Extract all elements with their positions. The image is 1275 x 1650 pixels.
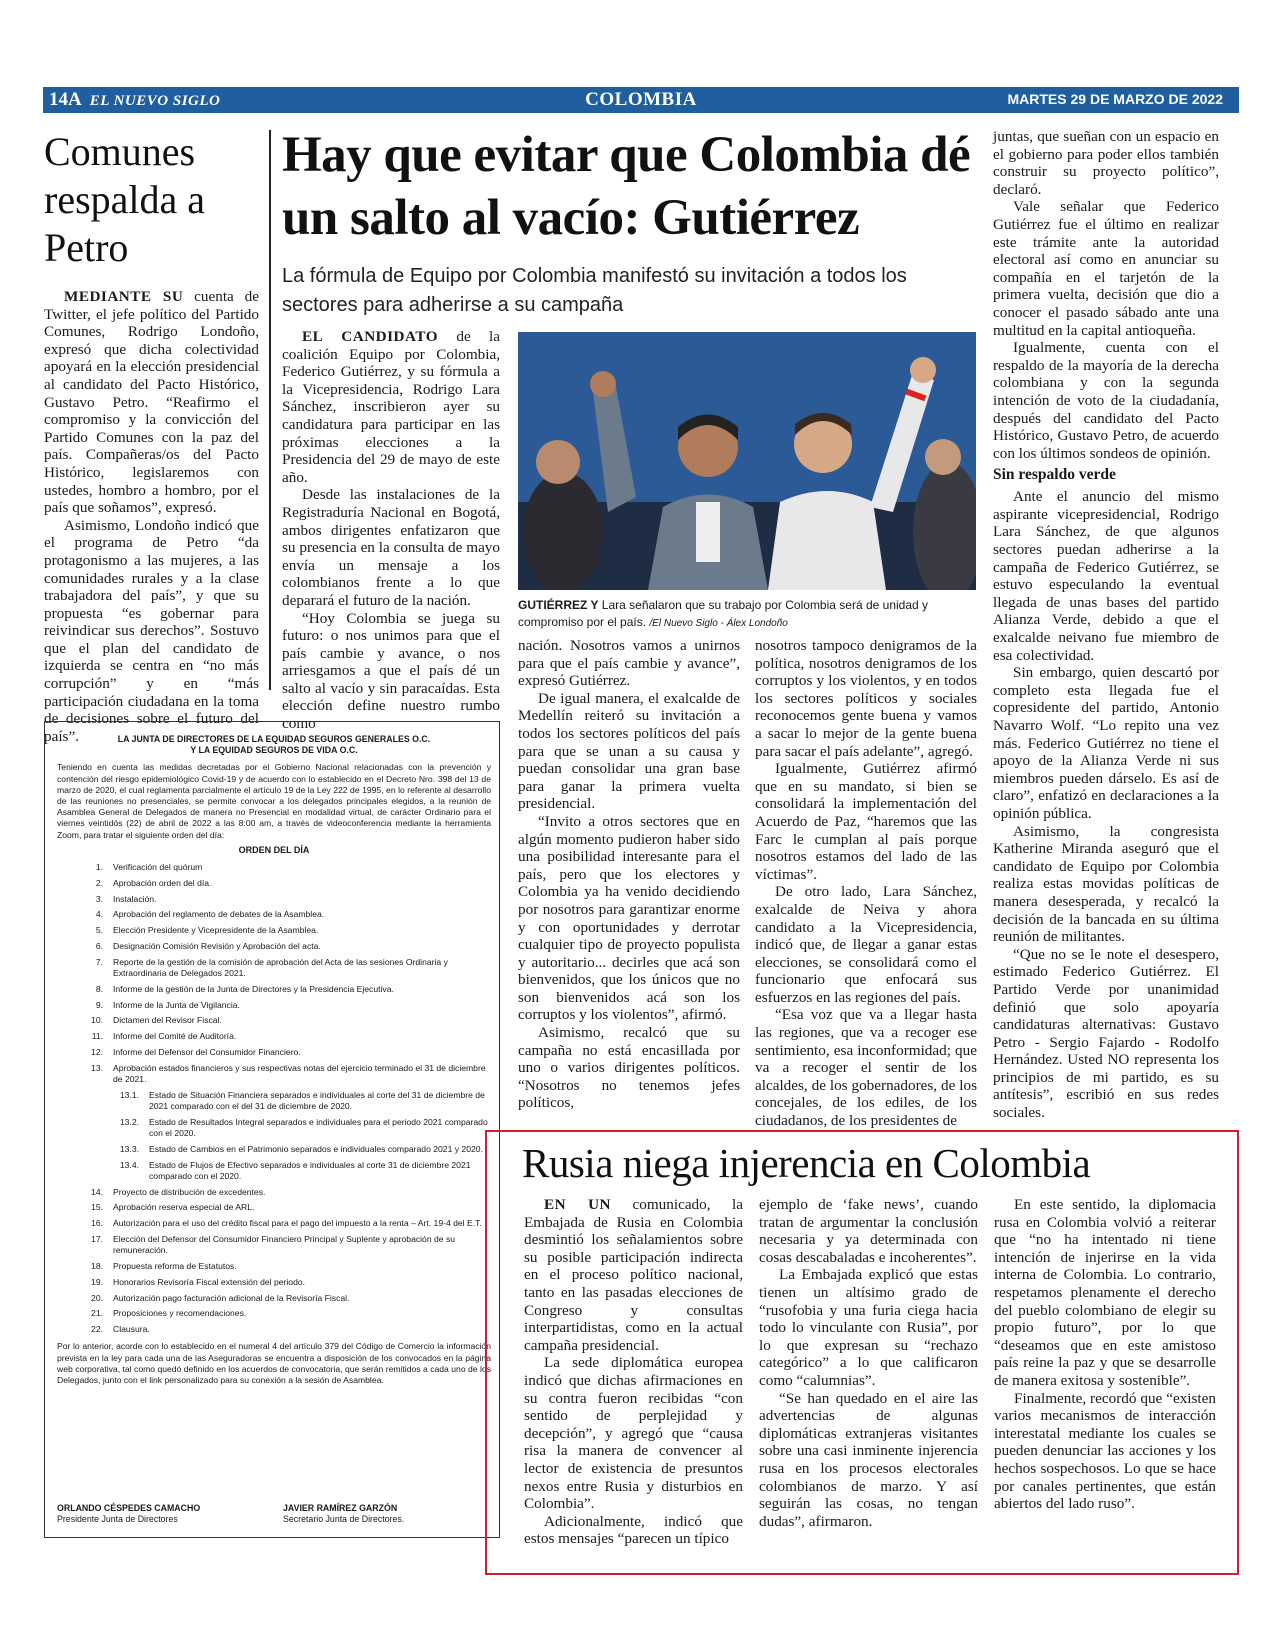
section-name: COLOMBIA xyxy=(585,89,697,110)
agenda-item-text: Autorización para el uso del crédito fiscal para el pago del impuesto a la renta – Art. 19-4 del E.T. xyxy=(113,1218,482,1229)
signer-role: Presidente Junta de Directores xyxy=(57,1513,178,1524)
agenda-item xyxy=(57,1090,491,1112)
paragraph: Asimismo, la congresista Katherine Miranda aseguró que el candidato de Equipo por Colombia realiza estas movidas políticas de manera desesperada, y recalcó la decisión de la bancada en su última reunión de militantes. xyxy=(993,822,1219,946)
agenda-item xyxy=(57,1187,491,1198)
russia-headline: Rusia niega injerencia en Colombia xyxy=(522,1140,1091,1186)
agenda-item-number: 21. xyxy=(91,1308,103,1319)
agenda-item-text: Informe del Defensor del Consumidor Financiero. xyxy=(113,1047,301,1057)
agenda-item-number: 20. xyxy=(91,1292,103,1303)
paragraph: Igualmente, Gutiérrez afirmó que en su mandato, si bien se consolidará la implementación del Acuerdo de Paz, “haremos que las Farc le cumplan al país porque nosotros estamos del lado de las víctimas”. xyxy=(755,760,977,883)
agenda-item-text: Elección Presidente y Vicepresidente de la Asamblea. xyxy=(113,925,319,936)
signature-president xyxy=(57,1503,200,1525)
agenda-item-text: Reporte de la gestión de la comisión de aprobación del Acta de las sesiones Ordinaria y Extraordinaria de Delegados 2021. xyxy=(113,956,448,979)
side-article-body xyxy=(44,288,259,745)
signer-name: JAVIER RAMÍREZ GARZÓN xyxy=(283,1502,398,1513)
newspaper-name: EL NUEVO SIGLO xyxy=(89,93,221,109)
agenda-item xyxy=(57,1047,491,1058)
agenda-item xyxy=(57,1218,491,1229)
issue-date: MARTES 29 DE MARZO DE 2022 xyxy=(1007,91,1223,107)
agenda-item xyxy=(57,1202,491,1213)
main-article-lead: EL CANDIDATO xyxy=(302,328,439,345)
agenda-item-number: 13. xyxy=(91,1062,103,1073)
agenda-item-number: 2. xyxy=(95,877,103,888)
agenda-item-text: Proyecto de distribución de excedentes. xyxy=(113,1186,266,1197)
agenda-item-number: 6. xyxy=(95,941,103,952)
paragraph: de la coalición Equipo por Colombia, Federico Gutiérrez, y su fórmula a la Vicepresidencia, Rodrigo Lara Sánchez, inscribieron ayer su candidatura para participar en las próximas elecciones a la Presidencia del 29 de mayo de este año. xyxy=(282,328,501,486)
paragraph: “Que no se le note el desespero, estimado Federico Gutiérrez. El Partido Verde por unanimidad definió que solo apoyaría candidaturas alternativas: Gustavo Petro - Sergio Fajardo - Rodolfo Hernández. Usted NO representa los principios de mi partido, es su antítesis”, escribió en sus redes sociales. xyxy=(993,945,1219,1122)
agenda-item-number: 19. xyxy=(91,1276,103,1287)
agenda-item xyxy=(57,1293,491,1304)
agenda-item-number: 4. xyxy=(95,909,103,920)
paragraph: En este sentido, la diplomacia rusa en Colombia volvió a reiterar que “no ha intentado ni tiene intención de injerirse en la vida interna de Colombia. Lo contrario, respetamos plenamente el derecho del pueblo colombiano de elegir su propio futuro”, por lo que “deseamos que en este amistoso país reine la paz y que se desarrolle de manera exitosa y sostenible”. xyxy=(994,1196,1216,1389)
agenda-item xyxy=(57,1261,491,1272)
agenda-title: ORDEN DEL DÍA xyxy=(238,844,310,855)
agenda-item-text: Instalación. xyxy=(113,893,157,904)
agenda-item-text: Aprobación del reglamento de debates de la Asamblea. xyxy=(113,909,325,920)
agenda-item xyxy=(57,925,491,936)
column-divider xyxy=(269,130,271,690)
agenda-item-text: Verificación del quórum xyxy=(113,862,203,873)
paragraph: juntas, que sueñan con un espacio en el gobierno para poder ellos también construir su proyecto político”, declaró. xyxy=(993,128,1219,198)
caption-text: Lara señalaron que su trabajo por Colombia será de unidad y compromiso por el país. xyxy=(518,598,929,629)
agenda-item xyxy=(57,862,491,873)
agenda-item-number: 1. xyxy=(95,862,103,873)
agenda-item xyxy=(57,1063,491,1085)
agenda-item xyxy=(57,1324,491,1335)
paragraph: nosotros tampoco denigramos de la política, nosotros denigramos de los corruptos y los violentos, y en todos los sectores políticos y sociales reconocemos gente buena y vamos a sacar lo mejor de la gente buena para sacar el país adelante”, agregó. xyxy=(755,637,977,760)
agenda-item xyxy=(57,1160,491,1182)
paragraph: La Embajada explicó que estas tienen un altísimo grado de “rusofobia y una furia ciega hacia todo lo vinculante con Rusia”, por lo que expresan su “rechazo categórico” a lo que calificaron como “calumnias”. xyxy=(759,1266,978,1389)
photo-credit: /El Nuevo Siglo - Álex Londoño xyxy=(649,618,788,629)
agenda-item-text: Elección del Defensor del Consumidor Financiero Principal y Suplente y aprobación de su remuneración. xyxy=(113,1233,456,1256)
agenda-item-number: 16. xyxy=(91,1218,103,1229)
agenda-item xyxy=(57,957,491,979)
paragraph: La sede diplomática europea indicó que dichas afirmaciones en su contra fueron recibidas “con sentido de perplejidad y decepción”, y agregó que “causa risa la manera de convencer al lector de existencia de presuntos nexos entre Rusia y disturbios en Colombia”. xyxy=(524,1354,743,1513)
agenda-item-text: Dictamen del Revisor Fiscal. xyxy=(113,1015,222,1026)
agenda-item-text: Estado de Flujos de Efectivo separados e individuales al corte 31 de diciembre 2021 comparado con el 2020. xyxy=(149,1159,471,1181)
paragraph: comunicado, la Embajada de Rusia en Colombia desmintió los señalamientos sobre su posible participación indirecta en el proceso político nacional, tanto en las pasadas elecciones de Congreso y consultas interpartidistas, como en la actual campaña presidencial. xyxy=(524,1196,743,1354)
side-article-lead: MEDIANTE SU xyxy=(64,288,184,305)
agenda-item-text: Honorarios Revisoría Fiscal extensión del periodo. xyxy=(113,1276,306,1287)
agenda-item xyxy=(57,1015,491,1026)
agenda-item-number: 10. xyxy=(91,1015,103,1026)
agenda-item-text: Autorización pago facturación adicional de la Revisoría Fiscal. xyxy=(113,1292,350,1303)
agenda-item-number: 18. xyxy=(91,1260,103,1271)
agenda-item-number: 11. xyxy=(91,1031,103,1042)
signature-secretary xyxy=(283,1503,404,1525)
paragraph: Ante el anuncio del mismo aspirante vicepresidencial, Rodrigo Lara Sánchez, de que algunos sectores puedan adherirse a la campaña de Federico Gutiérrez, se estuvo especulando la eventual llegada de unas bases del partido Alianza Verde, debido a que el exalcalde neivano fue miembro de esa colectividad. xyxy=(993,488,1219,664)
russia-col1 xyxy=(524,1196,743,1548)
paragraph: “Hoy Colombia se juega su futuro: o nos unimos para que el país cambie y avance, o nos arriesgamos a que el país dé un salto al vacío y sin paracaídas. Esta elección define nuestro rumbo como xyxy=(282,609,500,733)
agenda-item-text: Estado de Situación Financiera separados e individuales al corte del 31 de diciembre de 2021 comparado con el del 31 de diciembre de 2020. xyxy=(149,1089,485,1111)
main-subhead: La fórmula de Equipo por Colombia manifestó su invitación a todos los sectores para adherirse a su campaña xyxy=(282,265,907,316)
legal-notice xyxy=(44,721,500,1538)
paragraph: De igual manera, el exalcalde de Medellín reiteró su invitación a todos los sectores políticos del país para que se unan a su causa y puedan consolidar una gran base para ganar la primera vuelta presidencial. xyxy=(518,689,740,813)
agenda-item-number: 13.4. xyxy=(119,1159,139,1170)
agenda-item-number: 15. xyxy=(91,1202,103,1213)
agenda-item xyxy=(57,1031,491,1042)
paragraph: ejemplo de ‘fake news’, cuando tratan de argumentar la conclusión necesaria y ya determinada con cosas descabaladas e incoherentes”. xyxy=(759,1196,978,1266)
agenda-item-text: Clausura. xyxy=(113,1324,150,1335)
agenda-item xyxy=(57,1308,491,1319)
main-article-col2 xyxy=(518,637,740,1112)
agenda-item-text: Informe del Comité de Auditoría. xyxy=(113,1031,237,1042)
agenda-item-text: Aprobación estados financieros y sus respectivas notas del ejercicio terminado el 31 de diciembre de 2021. xyxy=(113,1062,486,1084)
paragraph: “Invito a otros sectores que en algún momento pudieron haber sido una posibilidad interesante para el país, pero que los electores y Colombia ya ha venido decidiendo por nosotros para garantizar enorme y con oportunidades y derrotar cualquier tipo de proyecto populista y autoritario... decirles que acá son bienvenidos, que los únicos que no son bienvenidos acá son los corruptos y los violentos”, afirmó. xyxy=(518,812,740,1024)
caption-lead: GUTIÉRREZ Y xyxy=(518,598,599,612)
agenda-item-text: Informe de la gestión de la Junta de Directores y la Presidencia Ejecutiva. xyxy=(113,983,394,994)
agenda-item-number: 13.2. xyxy=(119,1116,139,1127)
notice-title-2: Y LA EQUIDAD SEGUROS DE VIDA O.C. xyxy=(190,745,358,756)
agenda-item-number: 12. xyxy=(91,1047,103,1057)
agenda-item-text: Informe de la Junta de Vigilancia. xyxy=(113,999,240,1010)
agenda-item-number: 17. xyxy=(91,1233,103,1244)
russia-col3 xyxy=(994,1196,1216,1513)
candidates-photo xyxy=(518,332,976,590)
agenda-item xyxy=(57,1144,491,1155)
main-headline: Hay que evitar que Colombia dé un salto al vacío: Gutiérrez xyxy=(282,127,971,246)
paragraph: Asimismo, Londoño indicó que el programa de Petro “da protagonismo a las mujeres, a las comunidades rurales y a la clase trabajadora del país”, y que su propuesta “es gobernar para reivindicar sus derechos”. Sostuvo que el plan del candidato de izquierda se centra en “no más corrupción” y en “más participación ciudadana en la toma de decisiones sobre el futuro del país”. xyxy=(44,516,259,745)
agenda-item-number: 22. xyxy=(91,1324,103,1335)
signer-role: Secretario Junta de Directores. xyxy=(283,1513,405,1524)
paragraph: Desde las instalaciones de la Registraduría Nacional en Bogotá, ambos dirigentes enfatizaron que su presencia en la consulta de mayo envía un mensaje a los colombianos frente a lo que deparará el futuro de la nación. xyxy=(282,486,500,609)
notice-closing: Por lo anterior, acorde con lo establecido en el numeral 4 del artículo 379 del Código de Comercio la información prevista en la ley para cada una de las Aseguradoras se encuentra a disposición de los convocados en la página web corporativa, tal como quedó definido en los acuerdos de convocatoria, que serán remitidos a cada uno de los Delegados, junto con el link personalizado para su conexión a la sesión de Asamblea. xyxy=(57,1341,491,1385)
main-article-col4 xyxy=(993,128,1219,1122)
main-article-col3 xyxy=(755,637,977,1130)
section-subhead: Sin respaldo verde xyxy=(993,466,1116,484)
agenda-list xyxy=(57,862,491,1335)
side-article-title: Comunes respalda a Petro xyxy=(44,129,206,270)
agenda-item xyxy=(57,1117,491,1139)
photo-illustration xyxy=(518,332,976,590)
page-header-bar xyxy=(43,87,1239,113)
agenda-item-number: 13.1. xyxy=(119,1089,139,1100)
agenda-item-number: 8. xyxy=(95,983,103,994)
agenda-item xyxy=(57,1234,491,1256)
russia-lead: EN UN xyxy=(544,1196,612,1213)
agenda-item-number: 9. xyxy=(95,999,103,1010)
notice-intro: Teniendo en cuenta las medidas decretadas por el Gobierno Nacional relacionadas con la prevención y contención del riesgo epidemiológico Covid-19 y de acuerdo con lo establecido en el Decreto Nro. 398 del 13 de marzo de 2020, el cual reglamenta parcialmente el artículo 19 de la Ley 222 de 1995, en lo referente al desarrollo de las reuniones no presenciales, se permite convocar a los delegados principales elegidos, a la reunión de Asamblea General de Delegados de manera no Presencial en modalidad virtual, de carácter Ordinario para el viernes veintidós (22) de abril de 2022 a las 8:00 am, a través de videoconferencia mediante la herramienta Zoom, para tratar el siguiente orden del día: xyxy=(57,762,491,840)
agenda-item-number: 7. xyxy=(95,956,103,967)
paragraph: cuenta de Twitter, el jefe político del Partido Comunes, Rodrigo Londoño, expresó que dicha colectividad apoyará en la elección presidencial al candidato del Pacto Histórico, Gustavo Petro. “Reafirmo el compromiso y la convicción del Partido Comunes con la paz del país. Compañeras/os del Pacto Histórico, legislaremos con ustedes, hombro a hombro, por el país que soñamos”, expresó. xyxy=(44,288,259,517)
page-number: 14A xyxy=(49,89,82,110)
paragraph: Asimismo, recalcó que su campaña no está encasillada por uno o varios dirigentes políticos. “Nosotros no tenemos jefes políticos, xyxy=(518,1024,740,1112)
russia-col2 xyxy=(759,1196,978,1530)
agenda-item-text: Propuesta reforma de Estatutos. xyxy=(113,1260,237,1271)
agenda-item-number: 5. xyxy=(95,925,103,936)
paragraph: Finalmente, recordó que “existen varios mecanismos de interacción interestatal mediante los cuales se pueden denunciar las acciones y los hechos sospechosos. Lo que se hace por canales pertinentes, que están abiertos del lado ruso”. xyxy=(994,1389,1216,1513)
agenda-item-number: 14. xyxy=(91,1186,103,1197)
agenda-item-text: Estado de Cambios en el Patrimonio separados e individuales comparado 2021 y 2020. xyxy=(149,1143,483,1154)
agenda-item-text: Designación Comisión Revisión y Aprobación del acta. xyxy=(113,941,321,952)
agenda-item-text: Aprobación reserva especial de ARL. xyxy=(113,1202,255,1213)
main-article-col1 xyxy=(282,328,500,733)
agenda-item-text: Estado de Resultados Integral separados e individuales para el periodo 2021 comparado con el 2020. xyxy=(149,1116,488,1138)
agenda-item xyxy=(57,1000,491,1011)
paragraph: Vale señalar que Federico Gutiérrez fue el último en realizar este trámite ante la autoridad electoral así como en anunciar su compañía en el tarjetón de la primera vuelta, decisión que dio a conocer el pasado sábado ante una multitud en la capital antioqueña. xyxy=(993,198,1219,339)
agenda-item-number: 13.3. xyxy=(119,1143,139,1154)
paragraph: “Esa voz que va a llegar hasta las regiones, que va a recoger ese sentimiento, esa inconformidad; que va a recoger el sentir de los alcaldes, de los gobernadores, de los concejales, de los ediles, de los ciudadanos, de los presidentes de xyxy=(755,1006,977,1130)
agenda-item-text: Aprobación orden del día. xyxy=(113,877,212,888)
agenda-item-number: 3. xyxy=(95,893,103,904)
agenda-item-text: Proposiciones y recomendaciones. xyxy=(113,1308,247,1319)
signer-name: ORLANDO CÉSPEDES CAMACHO xyxy=(57,1502,201,1513)
agenda-item xyxy=(57,894,491,905)
agenda-item xyxy=(57,909,491,920)
paragraph: “Se han quedado en el aire las advertencias de algunas diplomáticas extranjeras visitantes sobre una casi inminente injerencia rusa en los procesos electorales colombianos de marzo. Y así seguirán las cosas, no tengan dudas”, afirmaron. xyxy=(759,1389,978,1530)
paragraph: Igualmente, cuenta con el respaldo de la mayoría de la derecha colombiana y con la segunda intención de voto de la ciudadanía, después del candidato del Pacto Histórico, Gustavo Petro, de acuerdo con los últimos sondeos de opinión. xyxy=(993,339,1219,462)
agenda-item xyxy=(57,984,491,995)
side-article xyxy=(44,128,259,745)
paragraph: nación. Nosotros vamos a unirnos para que el país cambie y avance”, expresó Gutiérrez. xyxy=(518,637,740,690)
paragraph: De otro lado, Lara Sánchez, exalcalde de Neiva y ahora candidato a la Vicepresidencia, indicó que, de llegar a ganar estas elecciones, se consolidará como el funcionario que enfocará sus esfuerzos en las regiones del país. xyxy=(755,883,977,1006)
agenda-item xyxy=(57,1277,491,1288)
notice-title-1: LA JUNTA DE DIRECTORES DE LA EQUIDAD SEGUROS GENERALES O.C. xyxy=(117,734,431,744)
agenda-item xyxy=(57,878,491,889)
agenda-item xyxy=(57,941,491,952)
paragraph: Sin embargo, quien descartó por completo esta llegada fue el copresidente del partido, Antonio Navarro Wolf. “Lo repito una vez más. Federico Gutiérrez no tiene el apoyo de la Alianza Verde ni sus miembros pueden dárselo. Es así de claro”, enfatizó en declaraciones a la opinión pública. xyxy=(993,664,1219,822)
paragraph: Adicionalmente, indicó que estos mensajes “parecen un típico xyxy=(524,1512,743,1548)
photo-caption xyxy=(518,597,976,632)
